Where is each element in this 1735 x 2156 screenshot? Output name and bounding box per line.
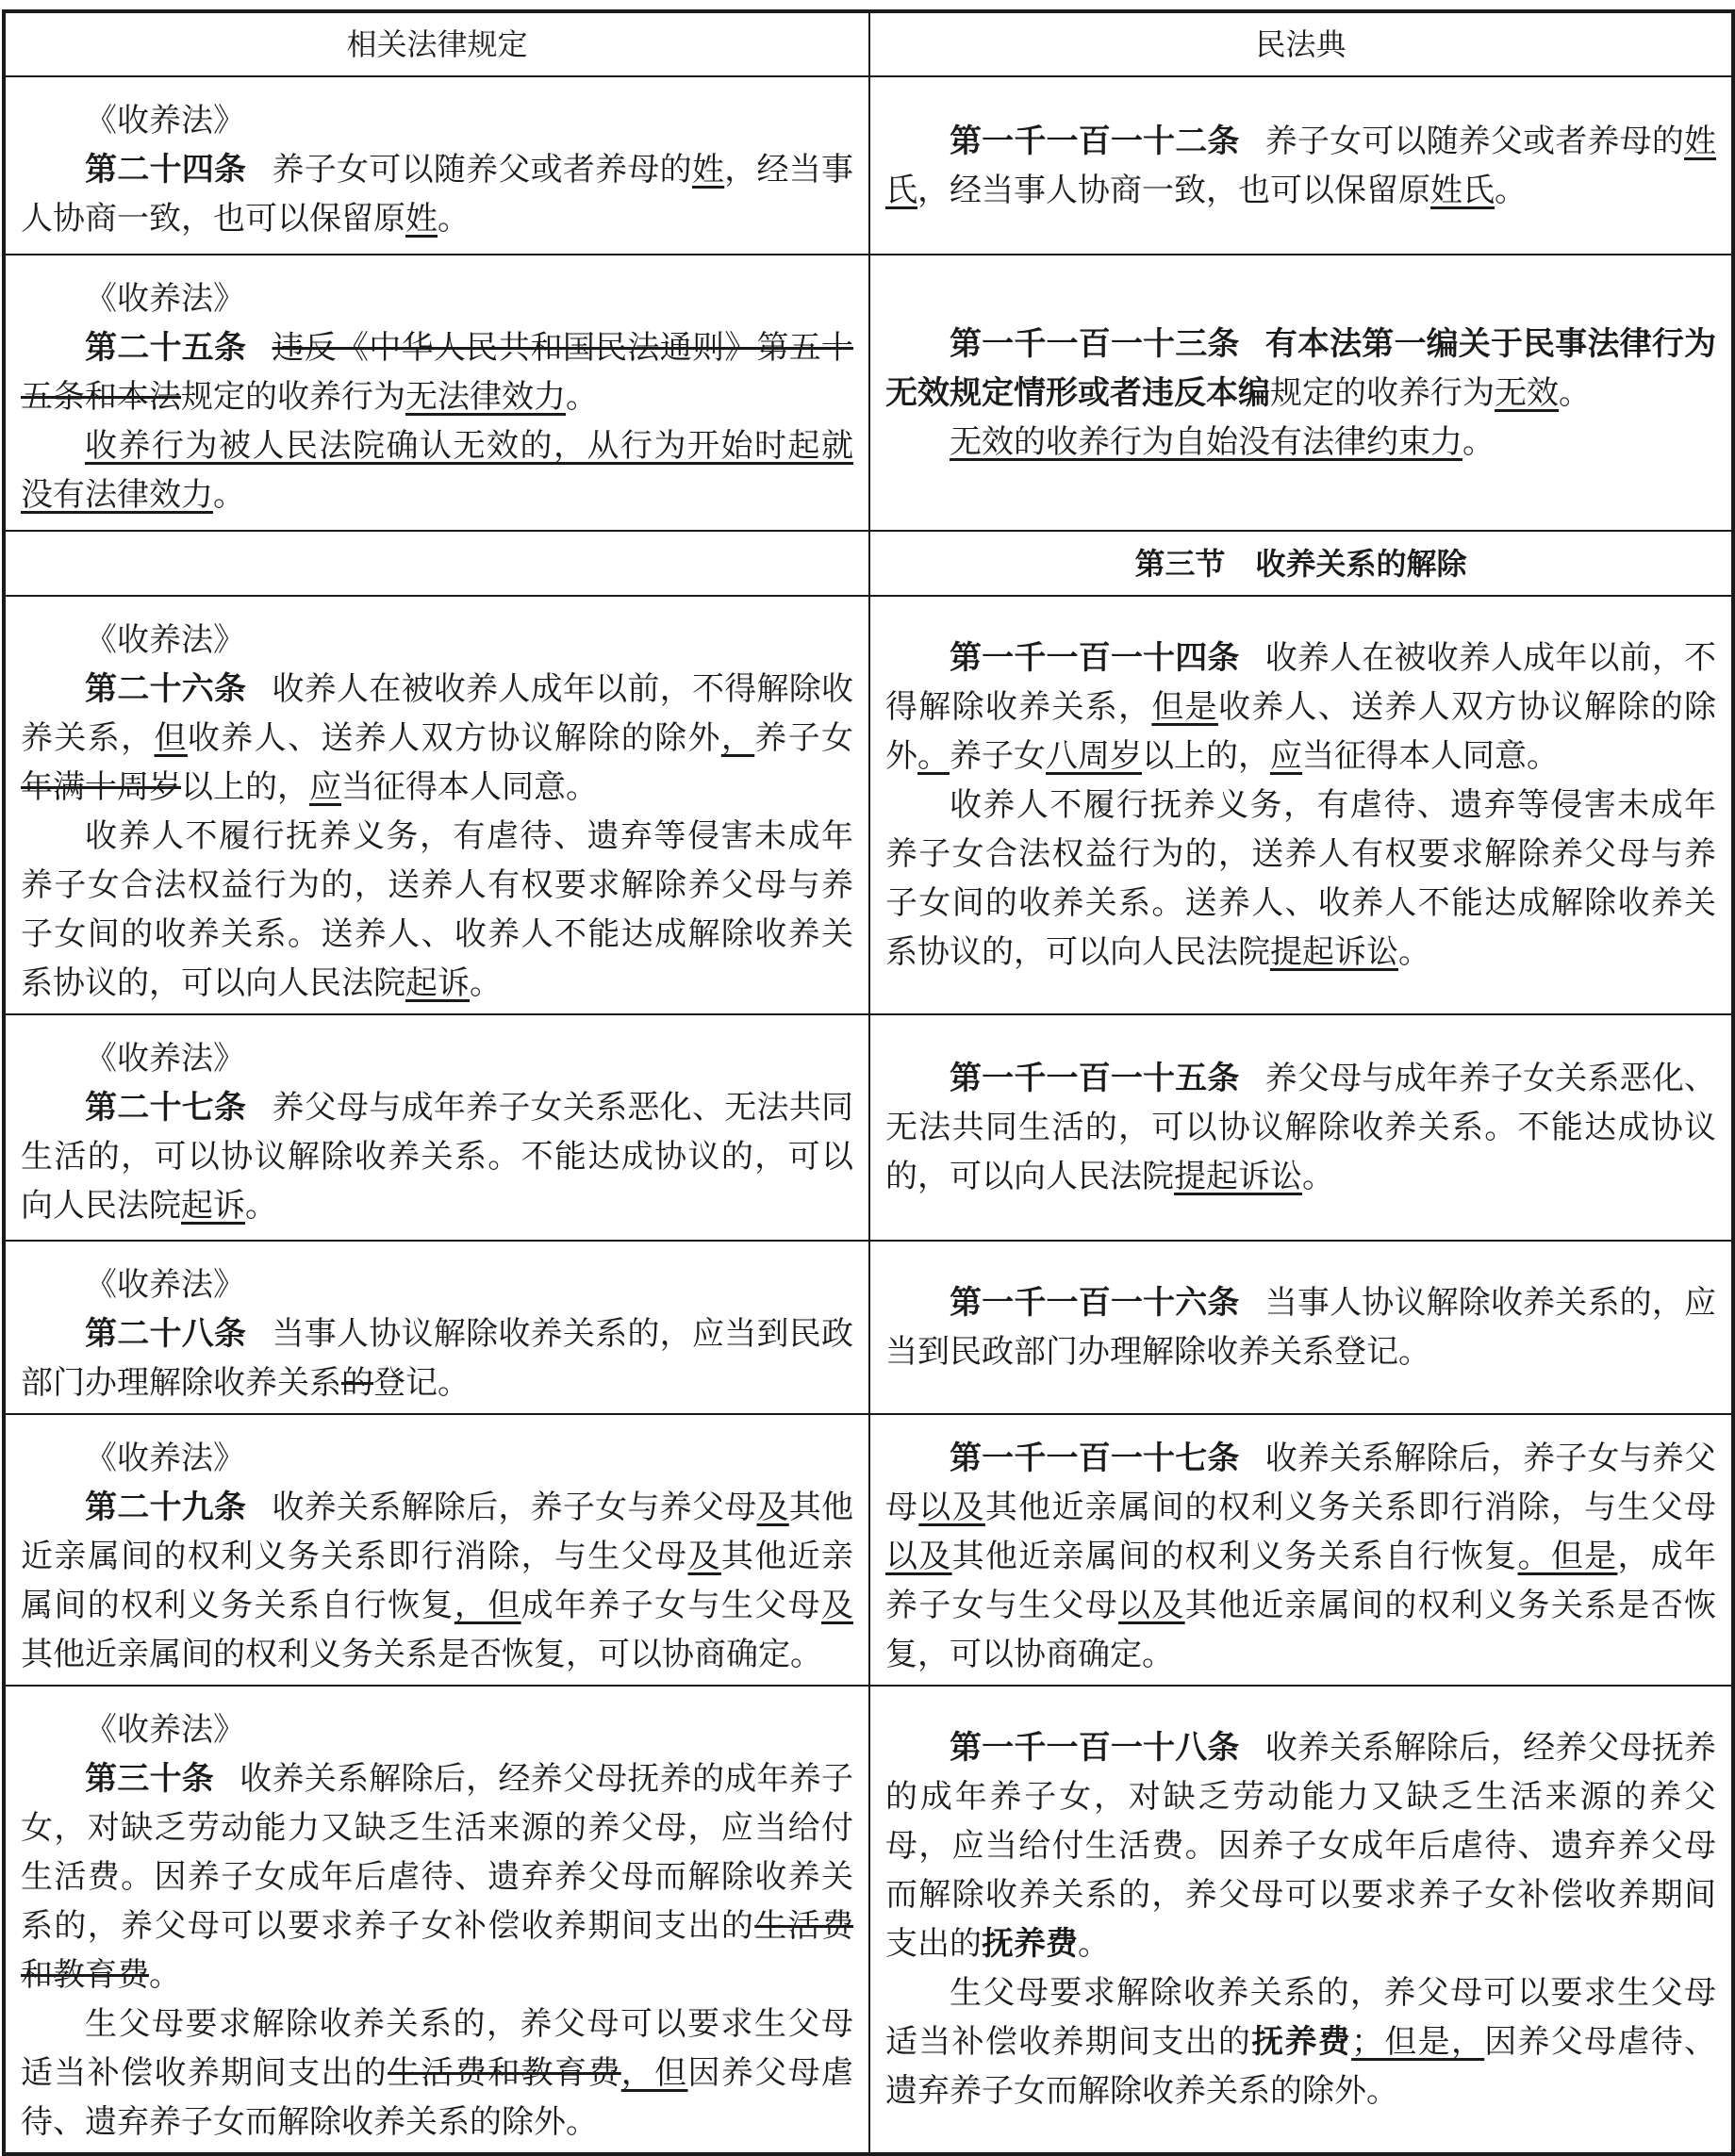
header-row xyxy=(4,11,1733,76)
header-related-laws: 相关法律规定 xyxy=(4,11,869,76)
article-number: 第三十条 xyxy=(85,1760,215,1798)
text: ，成年养子女与生父母 xyxy=(885,1538,1717,1624)
added-text: 抚养费 xyxy=(982,1925,1078,1963)
changed-text: 姓氏 xyxy=(885,122,1717,209)
changed-text: 无效的收养行为自始没有法律约束力 xyxy=(950,422,1462,461)
text: 。 xyxy=(213,476,245,514)
changed-text: ， xyxy=(720,719,755,757)
text: 。 xyxy=(1495,171,1527,209)
left-cell xyxy=(4,1014,869,1241)
changed-text: 以及 xyxy=(885,1538,952,1575)
changed-text: 姓氏 xyxy=(1430,171,1495,209)
right-paragraph xyxy=(885,1434,1716,1679)
left-paragraph xyxy=(21,812,853,1008)
deleted-text: 生活费和教育费 xyxy=(21,1907,853,1994)
right-paragraph xyxy=(885,1054,1716,1201)
article-number: 第一千一百一十二条 xyxy=(950,122,1240,160)
left-paragraph xyxy=(21,1483,853,1679)
right-paragraph xyxy=(885,781,1716,977)
article-number: 第一千一百一十五条 xyxy=(950,1060,1240,1097)
deleted-text: 违反《中华人民共和国民法通则》第五十五条和本法 xyxy=(21,329,854,416)
text: 收养关系解除后，经养父母抚养的成年养子女，对缺乏劳动能力又缺乏生活来源的养父母，应当给付生活费。因养子女成年后虐待、遗弃养父母而解除收养关系的，养父母可以要求养子女补偿收养期间支出的 xyxy=(21,1760,854,1945)
right-paragraph xyxy=(885,117,1716,215)
text: 。 xyxy=(1462,422,1495,461)
article-number: 第二十六条 xyxy=(85,670,247,708)
text: 以上的， xyxy=(1142,737,1270,775)
changed-text: 以及 xyxy=(918,1489,985,1526)
deleted-text: 生活费和教育费 xyxy=(388,2054,621,2092)
text: 因养父母虐待、遗弃养子女而解除收养关系的除外。 xyxy=(21,2054,853,2141)
left-paragraph xyxy=(21,665,853,812)
changed-text: 。 xyxy=(917,737,950,775)
left-cell xyxy=(4,1241,869,1414)
left-paragraph xyxy=(21,1083,853,1230)
article-row xyxy=(4,1014,1733,1241)
text: 登记。 xyxy=(373,1364,470,1402)
right-cell xyxy=(869,255,1733,531)
law-name: 《收养法》 xyxy=(85,1711,245,1749)
text: 。 xyxy=(149,1956,181,1994)
changed-text: 八周岁 xyxy=(1046,737,1142,775)
right-cell xyxy=(869,1241,1733,1414)
right-cell xyxy=(869,1414,1733,1686)
left-paragraph xyxy=(21,323,853,421)
article-number: 第二十九条 xyxy=(85,1489,247,1526)
text: 规定的收养行为 xyxy=(1270,373,1495,412)
changed-text: 姓 xyxy=(691,151,725,189)
text: 收养关系解除后，养子女与养父母 xyxy=(885,1440,1717,1526)
text: 收养人在被收养人成年以前，不得解除收养关系， xyxy=(21,670,854,757)
changed-text: 起诉 xyxy=(181,1187,245,1225)
text: 养父母与成年养子女关系恶化、无法共同生活的，可以协议解除收养关系。不能达成协议的，可以向人民法院 xyxy=(21,1089,854,1225)
section-row xyxy=(4,531,1733,596)
text: 收养人在被收养人成年以前，不得解除收养关系， xyxy=(885,639,1717,726)
text: 当事人协议解除收养关系的，应当到民政部门办理解除收养关系 xyxy=(21,1315,854,1402)
comparison-page xyxy=(2,9,1731,2141)
left-paragraph xyxy=(21,2000,853,2147)
left-paragraph xyxy=(21,1754,853,2000)
text: 。 xyxy=(1559,373,1591,412)
article-row xyxy=(4,596,1733,1014)
article-number: 第一千一百一十三条 xyxy=(950,324,1240,363)
comparison-table xyxy=(2,9,1735,2156)
text: 收养关系解除后，养子女与养父母 xyxy=(272,1489,757,1526)
text: 其他近亲属间的权利义务关系是否恢复，可以协商确定。 xyxy=(885,1587,1717,1673)
deleted-text: 年满十周岁 xyxy=(21,768,181,806)
law-name: 《收养法》 xyxy=(85,1440,245,1477)
text: 。 xyxy=(438,200,470,238)
text: 规定的收养行为 xyxy=(181,378,405,416)
text: 养子女 xyxy=(754,719,853,757)
text: 。 xyxy=(470,964,502,1002)
right-cell xyxy=(869,1686,1733,2154)
changed-text: 及 xyxy=(687,1538,721,1575)
text: 。 xyxy=(1398,933,1430,971)
changed-text: 及 xyxy=(821,1587,853,1624)
article-row xyxy=(4,76,1733,255)
article-number: 第一千一百一十七条 xyxy=(950,1440,1240,1477)
right-paragraph xyxy=(885,320,1716,418)
added-text: 抚养费 xyxy=(1251,2023,1352,2061)
changed-text: 但 xyxy=(154,719,188,757)
changed-text: 收养行为被人民法院确认无效的，从行为开始时起就没有法律效力 xyxy=(21,427,853,514)
changed-text: 应 xyxy=(309,768,341,806)
left-paragraph xyxy=(21,1309,853,1407)
text: 以上的， xyxy=(181,768,309,806)
deleted-text: 的 xyxy=(341,1364,373,1402)
article-number: 第二十五条 xyxy=(85,329,247,367)
text: ，经当事人协商一致，也可以保留原 xyxy=(21,151,854,238)
text: 成年养子女与生父母 xyxy=(520,1587,821,1624)
changed-text: 无法律效力 xyxy=(405,378,566,416)
text: ，经当事人协商一致，也可以保留原 xyxy=(917,171,1430,209)
changed-text: 及 xyxy=(756,1489,789,1526)
right-cell xyxy=(869,596,1733,1014)
text: 收养人、送养人双方协议解除的除外 xyxy=(885,688,1717,775)
law-name: 《收养法》 xyxy=(85,621,245,659)
changed-text: 。但是 xyxy=(1517,1538,1618,1575)
changed-text: 提起诉讼 xyxy=(1174,1158,1302,1195)
text: 生父母要求解除收养关系的，养父母可以要求生父母适当补偿收养期间支出的 xyxy=(21,2005,853,2092)
changed-text: ，但 xyxy=(454,1587,521,1624)
left-cell xyxy=(4,255,869,531)
text: 养子女可以随养父或者养母的 xyxy=(272,151,692,189)
article-row xyxy=(4,1241,1733,1414)
text: 收养关系解除后，经养父母抚养的成年养子女，对缺乏劳动能力又缺乏生活来源的养父母，应当给付生活费。因养子女成年后虐待、遗弃养父母而解除收养关系的，养父母可以要求养子女补偿收养期间支出的 xyxy=(885,1729,1717,1963)
article-number: 第一千一百一十八条 xyxy=(950,1729,1240,1767)
article-number: 第一千一百一十四条 xyxy=(950,639,1240,677)
text: 其他近亲属间的权利义务关系即行消除，与生父母 xyxy=(984,1489,1717,1526)
right-paragraph xyxy=(885,634,1716,781)
text: 收养人不履行抚养义务，有虐待、遗弃等侵害未成年养子女合法权益行为的，送养人有权要求解除养父母与养子女间的收养关系。送养人、收养人不能达成解除收养关系协议的，可以向人民法院 xyxy=(21,817,853,1002)
text: 养父母与成年养子女关系恶化、无法共同生活的，可以协议解除收养关系。不能达成协议的，可以向人民法院 xyxy=(885,1060,1717,1195)
text: 当征得本人同意。 xyxy=(1302,737,1559,775)
left-paragraph xyxy=(21,421,853,519)
text: 收养人、送养人双方协议解除的除外 xyxy=(187,719,721,757)
text: 其他近亲属间的权利义务关系自行恢复 xyxy=(21,1538,853,1624)
text: 其他近亲属间的权利义务关系即行消除，与生父母 xyxy=(21,1489,854,1575)
changed-text: ；但是， xyxy=(1351,2023,1485,2061)
text: 养子女可以随养父或者养母的 xyxy=(1264,122,1685,160)
article-row xyxy=(4,255,1733,531)
text: 当征得本人同意。 xyxy=(341,768,598,806)
article-number: 第一千一百一十六条 xyxy=(950,1284,1240,1322)
right-cell xyxy=(869,76,1733,255)
header-civil-code: 民法典 xyxy=(869,11,1733,76)
changed-text: 姓 xyxy=(405,200,438,238)
article-number: 第二十七条 xyxy=(85,1089,247,1127)
article-row xyxy=(4,1686,1733,2154)
text: 生父母要求解除收养关系的，养父母可以要求生父母适当补偿收养期间支出的 xyxy=(885,1974,1716,2061)
text: 。 xyxy=(566,378,598,416)
left-paragraph xyxy=(21,145,853,243)
changed-text: 提起诉讼 xyxy=(1270,933,1398,971)
changed-text: 应 xyxy=(1270,737,1302,775)
law-name: 《收养法》 xyxy=(85,102,245,140)
right-paragraph xyxy=(885,1278,1716,1376)
left-cell xyxy=(4,1414,869,1686)
text: 养子女 xyxy=(950,737,1046,775)
text: 收养人不履行抚养义务，有虐待、遗弃等侵害未成年养子女合法权益行为的，送养人有权要求解除养父母与养子女间的收养关系。送养人、收养人不能达成解除收养关系协议的，可以向人民法院 xyxy=(885,786,1716,971)
text: 其他近亲属间的权利义务关系自行恢复 xyxy=(951,1538,1518,1575)
text: 。 xyxy=(245,1187,277,1225)
changed-text: 以及 xyxy=(1118,1587,1185,1624)
changed-text: 但是 xyxy=(1151,688,1218,726)
text: 。 xyxy=(1078,1925,1110,1963)
right-paragraph xyxy=(885,1968,1716,2115)
changed-text: ，但 xyxy=(620,2054,688,2092)
empty-cell xyxy=(4,531,869,596)
changed-text: 无效 xyxy=(1495,373,1559,412)
text: 。 xyxy=(1302,1158,1334,1195)
changed-text: 起诉 xyxy=(405,964,470,1002)
law-name: 《收养法》 xyxy=(85,280,245,318)
right-paragraph xyxy=(885,418,1716,467)
left-cell xyxy=(4,596,869,1014)
text: 其他近亲属间的权利义务关系是否恢复，可以协商确定。 xyxy=(21,1636,822,1673)
article-number: 第二十八条 xyxy=(85,1315,247,1353)
right-paragraph xyxy=(885,1723,1716,1968)
law-name: 《收养法》 xyxy=(85,1040,245,1078)
article-row xyxy=(4,1414,1733,1686)
right-cell xyxy=(869,1014,1733,1241)
law-name: 《收养法》 xyxy=(85,1266,245,1304)
article-number: 第二十四条 xyxy=(85,151,247,189)
left-cell xyxy=(4,1686,869,2154)
text: 当事人协议解除收养关系的，应当到民政部门办理解除收养关系登记。 xyxy=(885,1284,1717,1371)
left-cell xyxy=(4,76,869,255)
text: 因养父母虐待、遗弃养子女而解除收养关系的除外。 xyxy=(885,2023,1717,2110)
section-title: 第三节 收养关系的解除 xyxy=(869,531,1733,596)
added-text: 有本法第一编关于民事法律行为无效规定情形或者违反本编 xyxy=(885,324,1717,412)
